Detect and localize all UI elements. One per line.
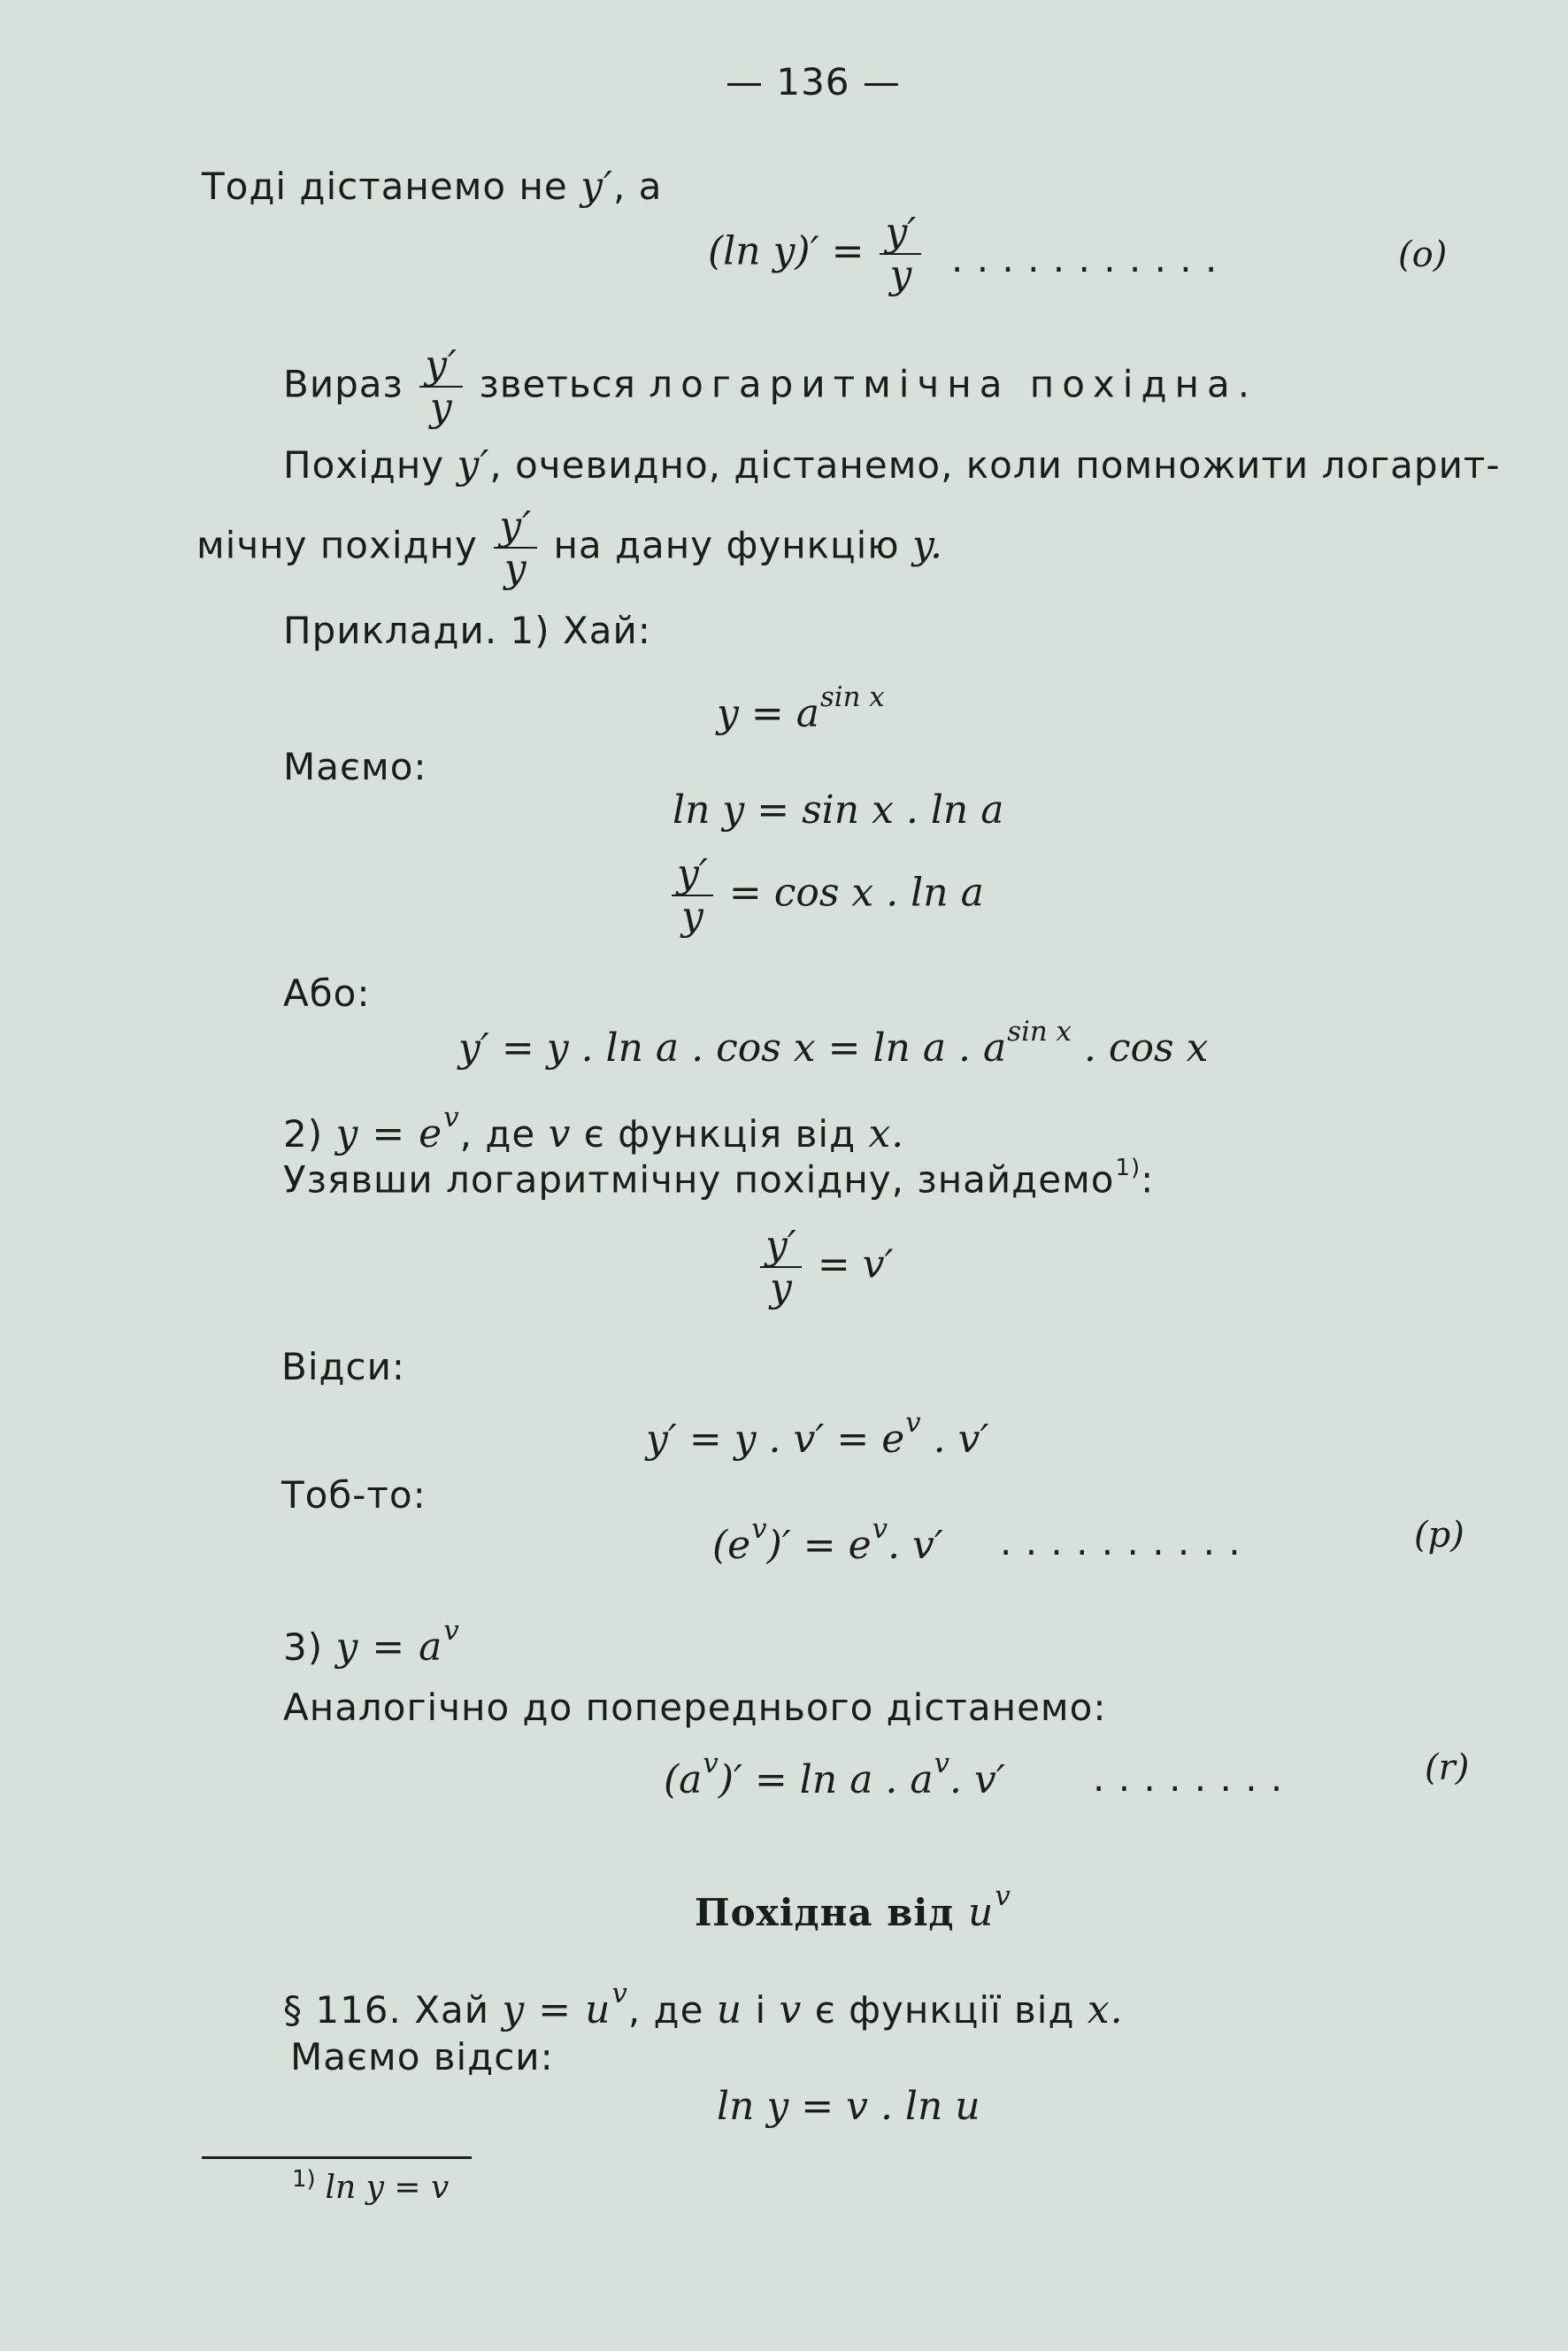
footnote-text: ln y = v (325, 2170, 450, 2206)
para2-text-d: на дану функцію (553, 523, 900, 567)
para2-line2 (196, 503, 944, 592)
footnote-rule (202, 2156, 472, 2159)
have-from: Маємо відси: (290, 2035, 554, 2078)
ex2-eq3-c: . v′ (888, 1523, 943, 1569)
ex2-eq2-a: y′ = y . v′ = e (646, 1417, 905, 1463)
para2-num: y′ (494, 506, 537, 549)
para2-den: y (503, 546, 527, 592)
section-title-expr (968, 1880, 1011, 1936)
ex2-line2-tail: : (1141, 1157, 1155, 1202)
ex1-eq3-den: y (681, 894, 703, 940)
para2-line1 (283, 442, 1501, 488)
examples-label: Приклади. 1) Хай: (283, 609, 651, 652)
section-title-base: u (968, 1890, 995, 1936)
eq-o-tag: (o) (1398, 234, 1448, 275)
ex2-line2 (283, 1155, 1154, 1202)
ex1-eq4-b: . cos x (1083, 1026, 1209, 1072)
eq-o-num: y′ (880, 212, 921, 255)
ex2-eq1 (757, 1225, 894, 1309)
para2-var-b: y. (912, 522, 944, 568)
para116-eq-exp: v (611, 1978, 628, 2009)
ex1-eq4 (458, 1016, 1208, 1071)
eq-o-leader: . . . . . . . . . . . (951, 237, 1218, 280)
para2-text-a: Похідну (283, 443, 445, 487)
eq-p-tag: (p) (1414, 1515, 1464, 1556)
eq-o-lhs: (ln y)′ = (708, 228, 865, 274)
ex3-eq-exp1: v (703, 1748, 719, 1779)
ex2-line2-text: Узявши логаритмічну похідну, знайдемо (283, 1157, 1115, 1202)
ex3-eq-a: (a (664, 1757, 703, 1803)
para116-u: u (716, 1987, 743, 2033)
ex2-head (283, 1102, 904, 1156)
para2-text-c: мічну похідну (196, 523, 478, 567)
ex2-eq3 (712, 1513, 943, 1568)
eq-p-leader: . . . . . . . . . . (1000, 1520, 1241, 1563)
ex2-eq1-fraction (760, 1225, 802, 1309)
eq-last: ln y = v . ln u (717, 2084, 980, 2129)
ex1-or: Або: (283, 972, 371, 1015)
viraz-fraction (419, 342, 463, 431)
para116-b: , де (627, 1988, 704, 2032)
ex2-eq2-b: . v′ (933, 1417, 989, 1463)
ex2-var-v: v (548, 1111, 572, 1157)
ex2-eq3-a: (e (712, 1523, 751, 1569)
ex2-eq1-num: y′ (760, 1225, 802, 1268)
eq-o-den: y (889, 252, 912, 298)
page-number: — 136 — (726, 60, 901, 104)
ex1-eq1 (717, 681, 885, 736)
ex1-eq4-a: y′ = y . ln a . cos x = ln a . a (458, 1026, 1007, 1072)
ex3-eq (664, 1748, 1005, 1802)
ex2-hence: Відси: (281, 1345, 406, 1388)
eq-o-fraction (880, 212, 921, 296)
intro-line (202, 164, 662, 209)
ex3-eq-c: . v′ (949, 1757, 1005, 1803)
ex2-text-b: , де (459, 1112, 536, 1156)
viraz-den: y (429, 385, 453, 431)
ex3-num: 3) (283, 1625, 324, 1670)
ex2-text-c: є функція від (583, 1112, 857, 1156)
para116-v: v (779, 1987, 803, 2033)
eq-r-leader: . . . . . . . . (1093, 1756, 1284, 1800)
ex2-eq3-exp: v (751, 1513, 767, 1545)
viraz-line (283, 342, 1258, 431)
ex2-eq1-den: y (770, 1265, 792, 1311)
footnote-mark: 1) (292, 2166, 316, 2193)
ex1-eq3-num: y′ (672, 854, 713, 896)
ex1-eq2: ln y = sin x . ln a (673, 788, 1004, 833)
para116-x: x. (1087, 1987, 1124, 2033)
viraz-mid: зветься (479, 362, 636, 406)
ex2-var-x: x. (868, 1111, 905, 1157)
intro-text: Тоді дістанемо не (202, 165, 568, 208)
ex2-eq2-exp: v (905, 1407, 921, 1439)
ex1-eq3-rhs: = cos x . ln a (728, 870, 984, 916)
ex2-thatis: Тоб-то: (281, 1473, 427, 1517)
eq-r-tag: (r) (1425, 1748, 1470, 1788)
para2-fraction (494, 503, 537, 592)
ex2-num: 2) (283, 1112, 324, 1156)
ex2-eq (335, 1102, 460, 1157)
ex1-eq3 (668, 851, 984, 940)
ex3-eq-exp2: v (934, 1748, 950, 1779)
para116-eq (502, 1978, 628, 2033)
ex1-eq4-exp: sin x (1007, 1016, 1072, 1048)
ex3-eq-b: )′ = ln a . a (718, 1757, 934, 1803)
ex1-eq3-fraction (672, 851, 713, 940)
section-title (695, 1880, 1011, 1935)
ex1-eq1-base: y = a (717, 691, 819, 737)
para2-var-a: y′ (457, 442, 490, 488)
viraz-num: y′ (419, 345, 463, 388)
intro-var: y′ (580, 164, 613, 209)
ex3-eq-base: y = a (335, 1625, 443, 1671)
ex2-eq3-exp2: v (872, 1513, 888, 1545)
ex2-eq1-rhs: = v′ (817, 1241, 894, 1287)
section-title-exp: v (995, 1880, 1011, 1912)
footnote (292, 2166, 449, 2206)
para116-i: і (755, 1988, 767, 2032)
ex3-eq-exp: v (443, 1615, 460, 1647)
ex1-have: Маємо: (283, 745, 427, 788)
equation-o (708, 212, 925, 296)
ex3-head (283, 1615, 460, 1670)
ex2-eq2 (646, 1407, 988, 1462)
para2-text-b: , очевидно, дістанемо, коли помножити логарит- (489, 443, 1501, 487)
para116-eq-base: y = u (502, 1987, 611, 2033)
intro-tail: , а (612, 165, 663, 208)
para116-a: § 116. Хай (283, 1988, 490, 2032)
viraz-term: логаритмічна похідна. (649, 362, 1258, 406)
section-title-text: Похідна від (695, 1891, 955, 1935)
para116-c: є функції від (814, 1988, 1075, 2032)
ex1-eq1-exp: sin x (819, 681, 885, 713)
para116 (283, 1978, 1124, 2032)
ex2-eq-exp: v (443, 1102, 460, 1133)
ex3-line2: Аналогічно до попереднього дістанемо: (283, 1686, 1107, 1729)
ex2-eq-base: y = e (335, 1111, 443, 1157)
footnote-ref: 1) (1115, 1155, 1141, 1181)
ex2-eq3-b: )′ = e (766, 1523, 872, 1569)
ex3-eq (335, 1615, 460, 1671)
viraz-prefix: Вираз (283, 362, 404, 406)
